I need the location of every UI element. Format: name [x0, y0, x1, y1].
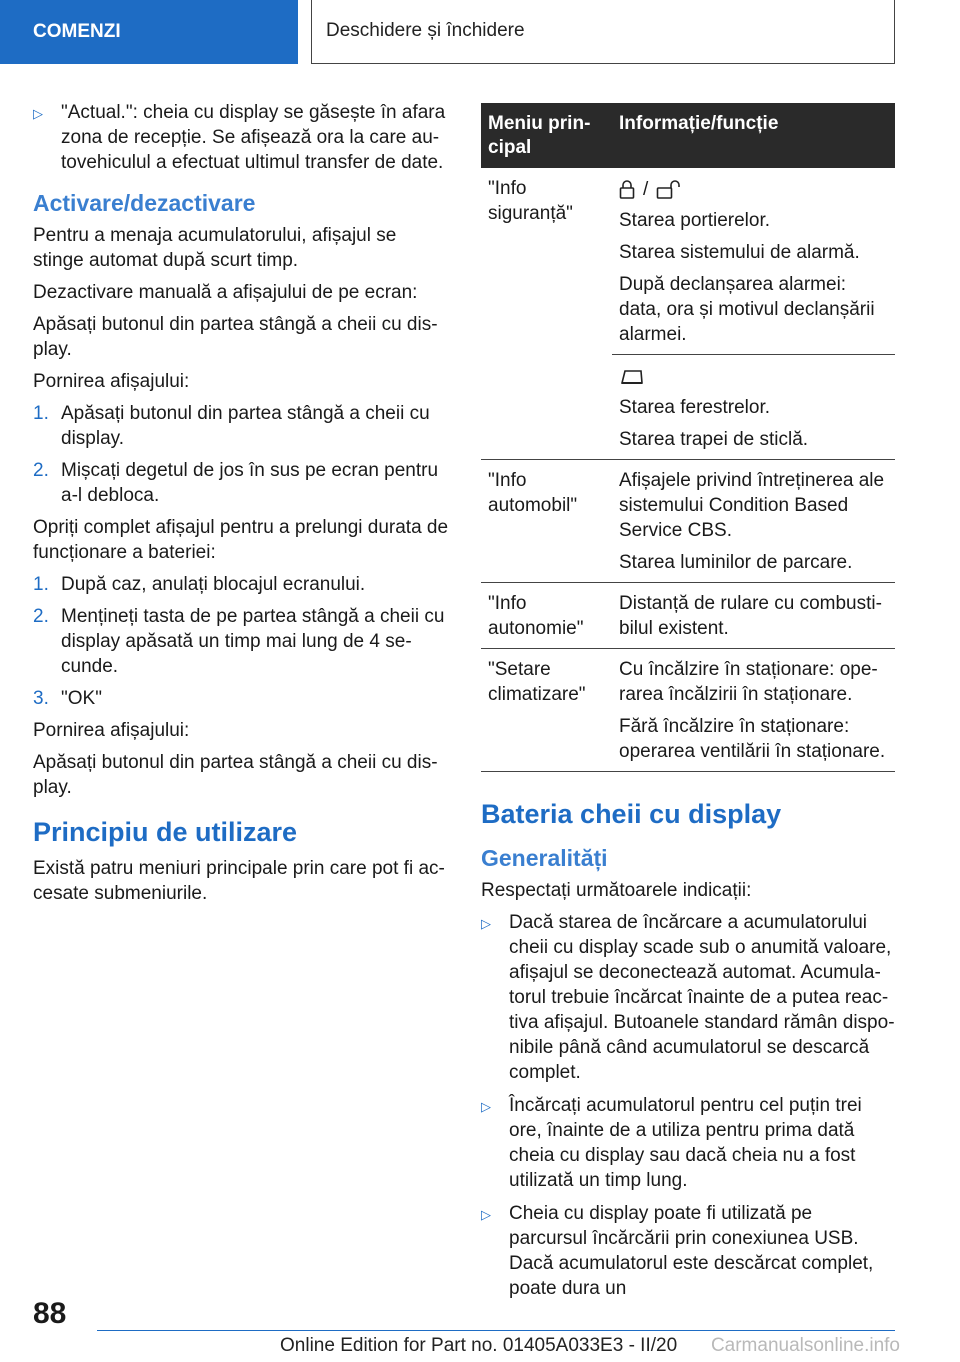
lock-closed-icon — [619, 179, 635, 199]
step-item: 2. Mișcați degetul de jos în sus pe ecran pentru a-l debloca. — [33, 460, 439, 506]
car-window-icon — [619, 366, 645, 386]
list-item: ▷ Dacă starea de încărcare a acumulatorului cheii cu display scade sub o anumită valoare, afișajul se deconectează automat. Acumulatorul trebuie încărcat înainte de a putea reactiva afișajul. Butoanele standard rămân disponibile până când acumulatorul se descarcă complet. — [481, 912, 895, 1083]
section-tab: COMENZI — [0, 0, 298, 64]
menu-table — [481, 103, 895, 772]
right-column — [481, 103, 895, 1309]
table-cell-menu: "Setare climatizare" — [481, 649, 612, 772]
table-header-menu: Meniu principal — [481, 103, 612, 168]
table-cell-info: Cu încălzire în staționare: operarea încălzirii în staționare. Fără încălzire în staționare: operarea ventilării în staționare. — [612, 649, 895, 772]
table-header-row — [481, 103, 895, 168]
triangle-bullet-icon: ▷ — [481, 1207, 491, 1222]
paragraph: Opriți complet afișajul pentru a prelungi durata de funcționare a bateriei: — [33, 517, 449, 563]
table-row — [481, 649, 895, 772]
page-number: 88 — [33, 1297, 67, 1330]
lock-open-icon — [656, 179, 682, 199]
table-cell-info: Distanță de rulare cu combustibilul existent. — [612, 583, 895, 649]
footer-divider — [97, 1330, 895, 1331]
table-row — [481, 168, 895, 460]
paragraph: Pornirea afișajului: — [33, 371, 190, 392]
table-cell-menu: "Info autonomie" — [481, 583, 612, 649]
list-item: ▷ Cheia cu display poate fi utilizată pe parcursul încărcării prin conexiunea USB. Dacă acumulatorul este descărcat complet, poate dura un — [481, 1203, 874, 1299]
step-item: 3. "OK" — [33, 688, 102, 709]
triangle-bullet-icon: ▷ — [481, 916, 491, 931]
divider — [612, 354, 895, 355]
paragraph: Apăsați butonul din partea stângă a cheii cu display. — [33, 314, 438, 360]
heading-generalitati: Generalități — [481, 845, 608, 871]
window-icons — [619, 363, 889, 389]
heading-activare: Activare/dezactivare — [33, 190, 256, 216]
triangle-bullet-icon: ▷ — [481, 1099, 491, 1114]
step-item: 2. Mențineți tasta de pe partea stângă a cheii cu display apăsată un timp mai lung de 4 secunde. — [33, 606, 445, 677]
paragraph: Apăsați butonul din partea stângă a cheii cu display. — [33, 752, 438, 798]
paragraph: Respectați următoarele indicații: — [481, 880, 752, 901]
list-item: ▷ Încărcați acumulatorul pentru cel puțin trei ore, înainte de a utiliza pentru prima dată cheia cu display sau dacă cheia nu a fost utilizată un timp lung. — [481, 1095, 862, 1191]
table-cell-info: / Starea portierelor. Starea sistemului de alarmă. După declanșarea alarmei: data, ora și motivul declanșării alarmei. Starea ferestrelor. Starea trapei de sticlă. — [612, 168, 895, 460]
footer-edition: Online Edition for Part no. 01405A033E3 - II/20 — [280, 1335, 678, 1356]
slash: / — [643, 178, 649, 200]
table-row — [481, 583, 895, 649]
table-cell-info: Afișajele privind întreținerea ale sistemului Condition Based Service CBS. Starea luminilor de parcare. — [612, 460, 895, 583]
paragraph: Există patru meniuri principale prin care pot fi accesate submeniurile. — [33, 858, 445, 904]
heading-principiu: Principiu de utilizare — [33, 817, 298, 847]
left-column — [33, 100, 449, 913]
chapter-title: Deschidere și închidere — [311, 0, 895, 64]
paragraph: Pornirea afișajului: — [33, 720, 190, 741]
table-header-info: Informație/funcție — [612, 103, 895, 168]
paragraph: Pentru a menaja acumulatorului, afișajul se stinge automat după scurt timp. — [33, 225, 397, 271]
lock-icons — [619, 176, 889, 202]
heading-bateria: Bateria cheii cu display — [481, 799, 782, 829]
step-item: 1. Apăsați butonul din partea stângă a cheii cu display. — [33, 403, 430, 449]
table-row — [481, 460, 895, 583]
watermark: Carmanualsonline.info — [710, 1335, 900, 1356]
list-item: ▷ "Actual.": cheia cu display se găsește în afara zona de recepție. Se afișează ora la care autovehiculul a efectuat ultimul transfer de date. — [33, 102, 446, 173]
triangle-bullet-icon: ▷ — [33, 106, 43, 121]
step-item: 1. După caz, anulați blocajul ecranului. — [33, 574, 366, 595]
paragraph: Dezactivare manuală a afișajului de pe ecran: — [33, 282, 418, 303]
table-cell-menu: "Info automobil" — [481, 460, 612, 583]
table-cell-menu: "Info siguranță" — [481, 168, 612, 460]
